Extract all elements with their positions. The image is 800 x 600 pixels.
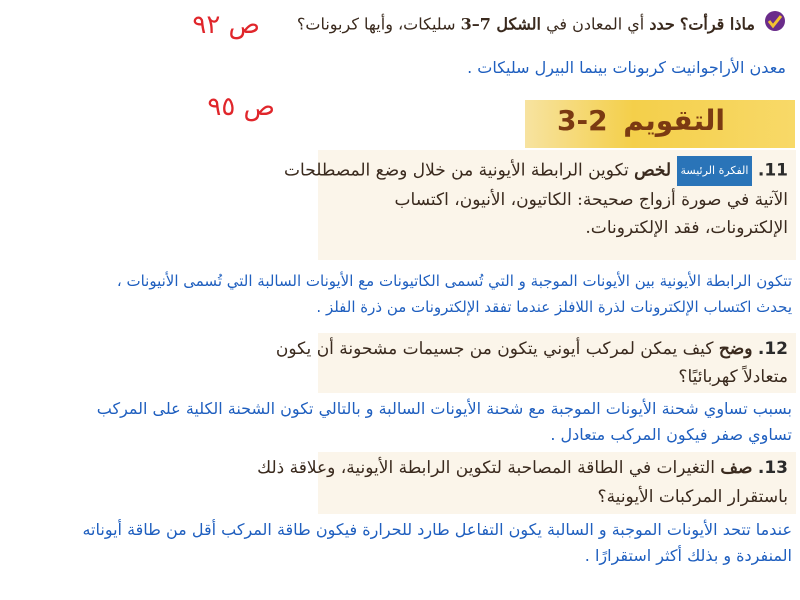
q13-answer-line2: المنفردة و بذلك أكثر استقرارًا .	[584, 546, 792, 565]
section-title: التقويم	[623, 104, 725, 137]
read-question	[286, 10, 786, 40]
q13-block	[257, 452, 796, 514]
q13-line2: باستقرار المركبات الأيونية؟	[597, 487, 788, 507]
read-fig-ref: الشكل 7–3	[460, 14, 541, 34]
q11-answer	[12, 268, 792, 320]
q11-line1: تكوين الرابطة الأيونية من خلال وضع المصطلحات	[284, 160, 629, 181]
q11-line2: الآتية في صورة أزواج صحيحة: الكاتيون، الأنيون، اكتساب	[394, 190, 788, 210]
read-text: أي المعادن في	[546, 14, 645, 34]
q12-answer-line2: تساوي صفر فيكون المركب متعادل .	[550, 425, 792, 444]
q12-line2: متعادلاً كهربائيًا؟	[678, 367, 788, 387]
q13-line1: التغيرات في الطاقة المصاحبة لتكوين الرابطة الأيونية، وعلاقة ذلك	[257, 458, 715, 478]
q13-answer-line1: عندما تتحد الأيونات الموجبة و السالبة يكون التفاعل طارد للحرارة فيكون طاقة المركب أقل من طاقة أيوناته	[82, 520, 792, 539]
page-ref-2: ص ٩٥	[207, 92, 275, 122]
q12-block	[275, 333, 796, 393]
q11-line3: الإلكترونات، فقد الإلكترونات.	[585, 218, 788, 238]
q11-answer-line1: تتكون الرابطة الأيونية بين الأيونات الموجبة و التي تُسمى الكاتيونات مع الأيونات السالبة التي تُسمى الأنيونات ،	[116, 272, 792, 290]
page-ref-1: ص ٩٢	[192, 10, 260, 40]
q12-answer	[12, 396, 792, 448]
check-icon	[764, 10, 786, 40]
q11-block	[284, 150, 796, 260]
q13-answer	[12, 517, 792, 569]
read-verb: حدد	[649, 14, 675, 34]
q12-answer-line1: بسبب تساوي شحنة الأيونات الموجبة مع شحنة الأيونات السالبة و بالتالي تكون الشحنة الكلية على المركب	[96, 399, 792, 418]
read-label: ماذا قرأت؟	[679, 14, 755, 34]
q11-verb: لخص	[634, 160, 672, 181]
section-number: 3-2	[557, 104, 608, 137]
q11-tag: الفكرة الرئيسة	[677, 156, 753, 186]
q12-line1: كيف يمكن لمركب أيوني يتكون من جسيمات مشحونة أن يكون	[275, 339, 714, 359]
read-answer-text: معدن الأراجوانيت كربونات بينما البيرل سليكات .	[467, 58, 786, 77]
read-answer	[26, 55, 786, 81]
q11-number: 11.	[757, 160, 788, 181]
read-text2: سليكات، وأيها كربونات؟	[296, 14, 456, 34]
q13-number: 13.	[757, 458, 788, 478]
q11-answer-line2: يحدث اكتساب الإلكترونات لذرة اللافلز عندما تفقد الإلكترونات من ذرة الفلز .	[316, 298, 792, 316]
section-header	[525, 100, 795, 148]
q12-verb: وضح	[718, 339, 753, 359]
q13-verb: صف	[720, 458, 753, 478]
q12-number: 12.	[757, 339, 788, 359]
